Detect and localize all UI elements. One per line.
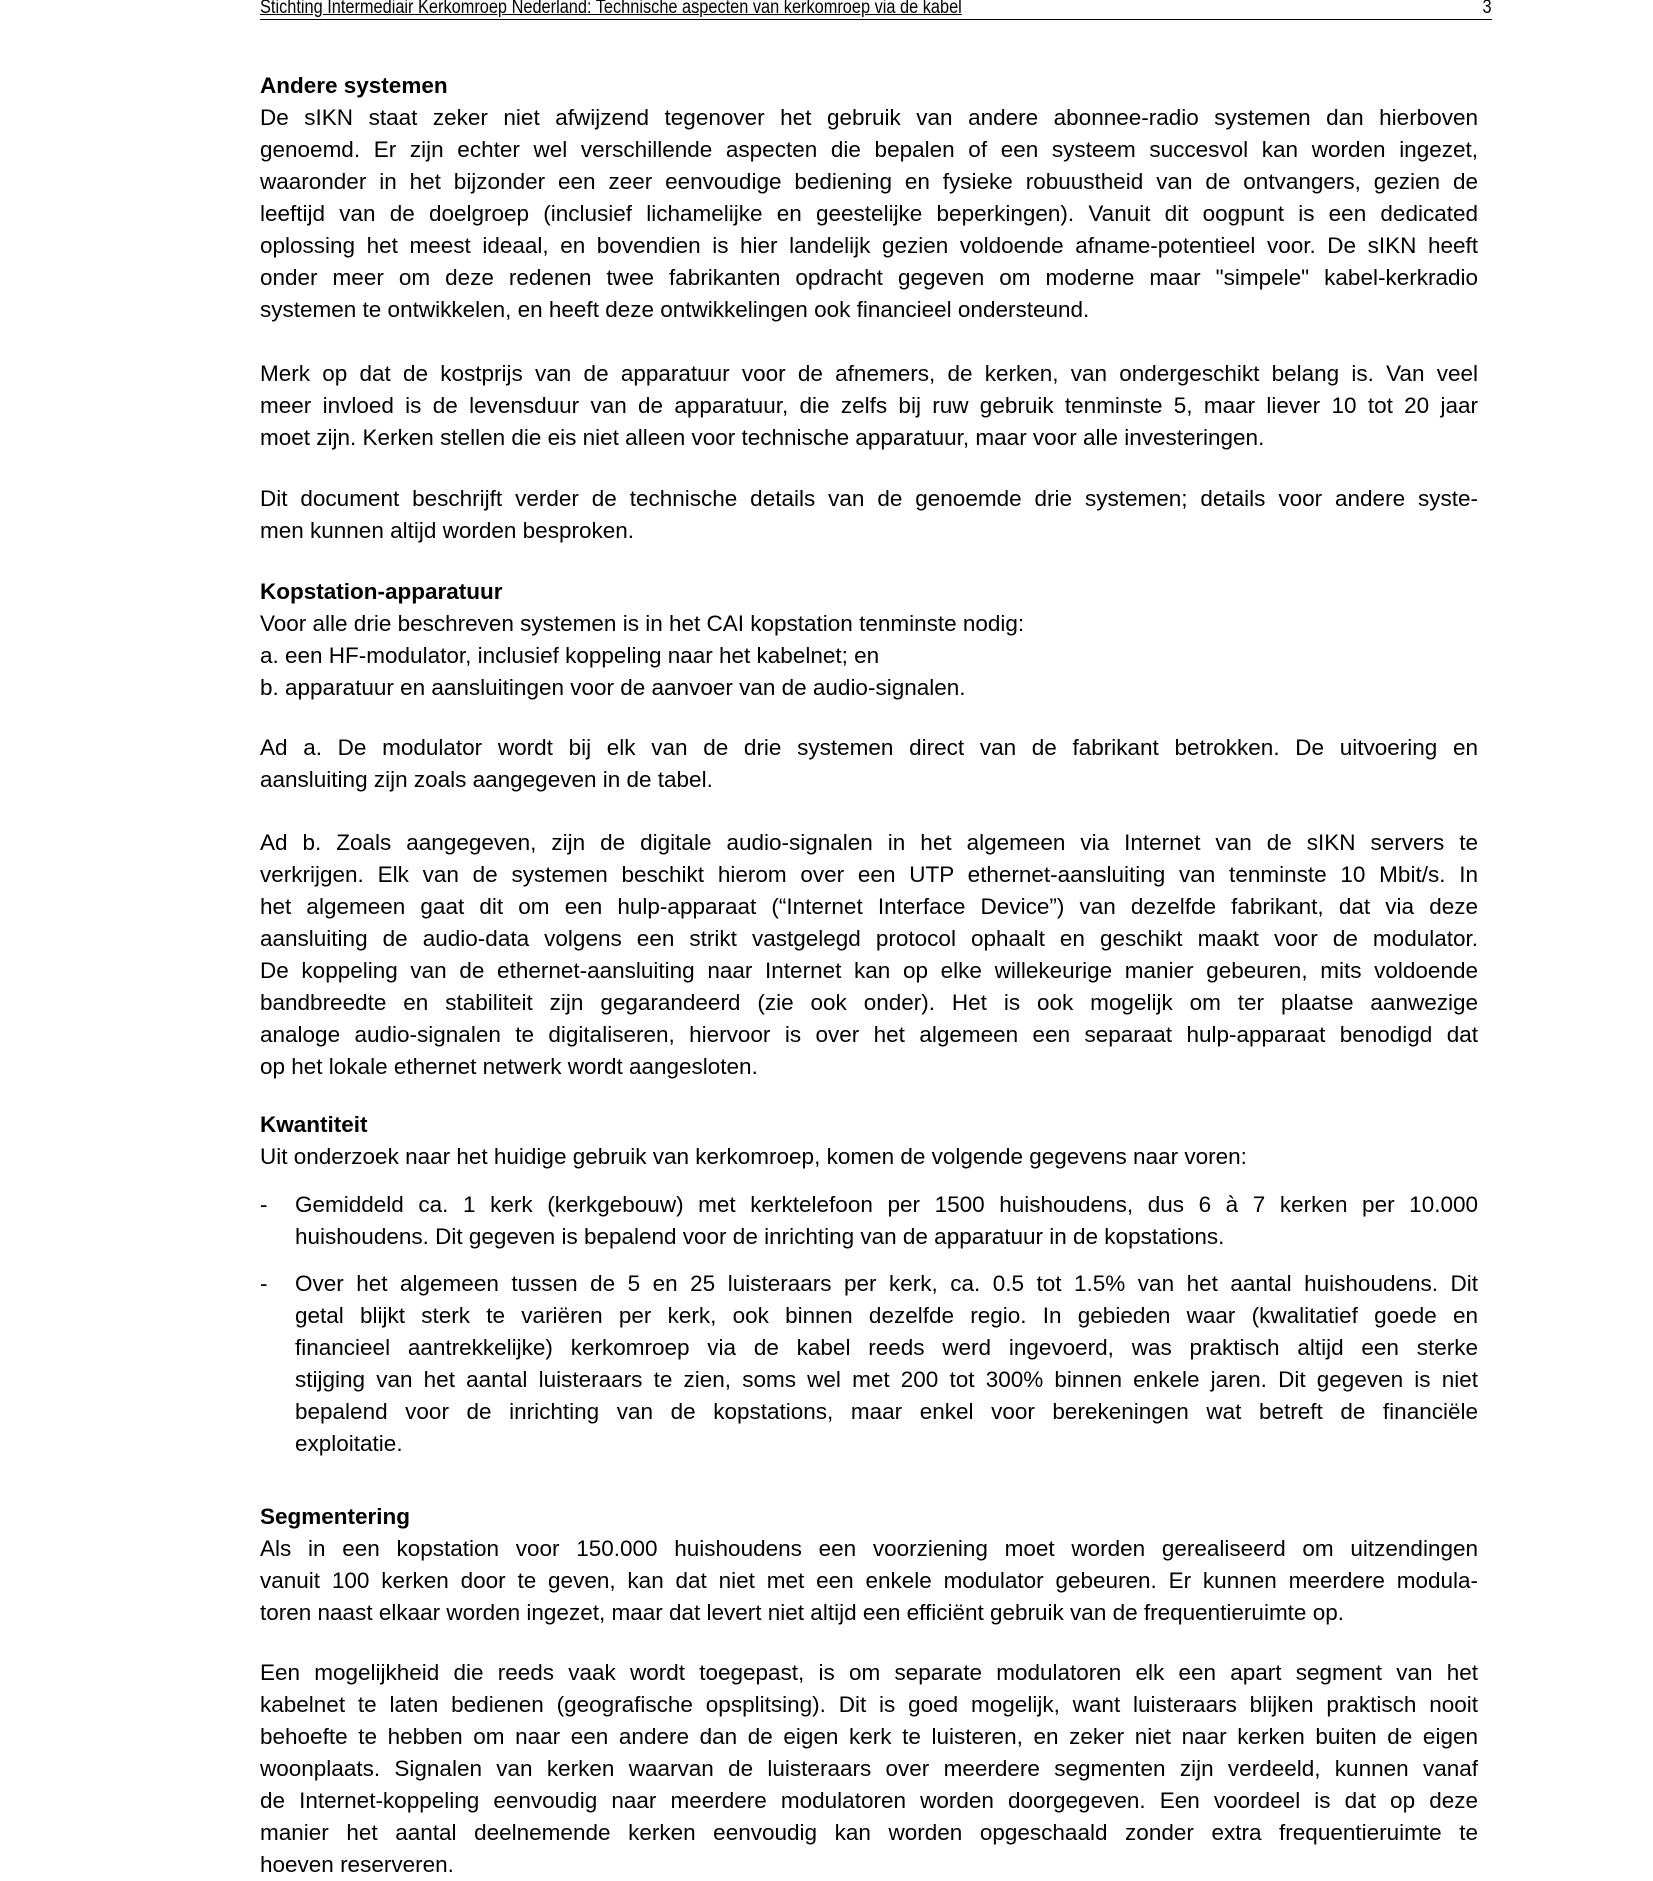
text-line: waaronder in het bijzonder een zeer eenvoudige bediening en fysieke robuustheid van de ontvangers, gezien de xyxy=(260,169,1478,194)
text-line: behoefte te hebben om naar een andere dan de eigen kerk te luisteren, en zeker niet naar kerken buiten de eigen xyxy=(260,1724,1478,1749)
text-line: bandbreedte en stabiliteit zijn gegarandeerd (zie ook onder). Het is ook mogelijk om ter plaatse aanwezige xyxy=(260,990,1478,1015)
text-line: verkrijgen. Elk van de systemen beschikt hierom over een UTP ethernet-aansluiting van tenminste 10 Mbit/s. In xyxy=(260,862,1478,887)
text-line: Dit document beschrijft verder de technische details van de genoemde drie systemen; details voor andere syste- xyxy=(260,486,1478,511)
text-line: hoeven reserveren. xyxy=(260,1852,454,1877)
text-line: aansluiting zijn zoals aangegeven in de tabel. xyxy=(260,767,713,792)
section-heading: Andere systemen xyxy=(260,73,448,98)
text-line: De koppeling van de ethernet-aansluiting naar Internet kan op elke willekeurige manier gebeuren, mits voldoende xyxy=(260,958,1478,983)
text-line: woonplaats. Signalen van kerken waarvan de luisteraars over meerdere segmenten zijn verdeeld, kunnen vanaf xyxy=(260,1756,1478,1781)
text-line: stijging van het aantal luisteraars te zien, soms wel met 200 tot 300% binnen enkele jaren. Dit gegeven is niet xyxy=(295,1367,1478,1392)
list-item-a: a. een HF-modulator, inclusief koppeling naar het kabelnet; en xyxy=(260,643,880,668)
bullet-dash: - xyxy=(260,1271,268,1296)
text-line: Gemiddeld ca. 1 kerk (kerkgebouw) met kerktelefoon per 1500 huishoudens, dus 6 à 7 kerken per 10.000 xyxy=(295,1192,1478,1217)
section-heading: Kopstation-apparatuur xyxy=(260,579,503,604)
text-line: onder meer om deze redenen twee fabrikanten opdracht gegeven om moderne maar "simpele" kabel-kerkradio xyxy=(260,265,1478,290)
section-kwantiteit xyxy=(260,1109,1478,1173)
bullet-dash: - xyxy=(260,1192,268,1217)
text-line: de Internet-koppeling eenvoudig naar meerdere modulatoren worden doorgegeven. Een voordeel is dat op deze xyxy=(260,1788,1478,1813)
text-line: leeftijd van de doelgroep (inclusief lichamelijke en geestelijke beperkingen). Vanuit dit oogpunt is een dedicated xyxy=(260,201,1478,226)
page-number: 3 xyxy=(1482,0,1492,18)
text-line: vanuit 100 kerken door te geven, kan dat niet met een enkele modulator gebeuren. Er kunnen meerdere modula- xyxy=(260,1568,1478,1593)
bullet-item xyxy=(260,1189,1478,1253)
paragraph xyxy=(260,358,1478,454)
text-line: op het lokale ethernet netwerk wordt aangesloten. xyxy=(260,1054,758,1079)
text-line: genoemd. Er zijn echter wel verschillende aspecten die bepalen of een systeem succesvol kan worden ingezet, xyxy=(260,137,1478,162)
text-line: Ad b. Zoals aangegeven, zijn de digitale audio-signalen in het algemeen via Internet van de sIKN servers te xyxy=(260,830,1478,855)
text-line: exploitatie. xyxy=(295,1431,403,1456)
text-line: aansluiting de audio-data volgens een strikt vastgelegd protocol ophaalt en geschikt maakt voor de modulator. xyxy=(260,926,1478,951)
text-line: Over het algemeen tussen de 5 en 25 luisteraars per kerk, ca. 0.5 tot 1.5% van het aantal huishoudens. Dit xyxy=(295,1271,1478,1296)
text-line: manier het aantal deelnemende kerken eenvoudig kan worden opgeschaald zonder extra frequentieruimte te xyxy=(260,1820,1478,1845)
header-title: Stichting Intermediair Kerkomroep Nederland: Technische aspecten van kerkomroep via de kabel xyxy=(260,0,962,18)
text-line: kabelnet te laten bedienen (geografische opsplitsing). Dit is goed mogelijk, want luisteraars blijken praktisch nooit xyxy=(260,1692,1478,1717)
text-line: Als in een kopstation voor 150.000 huishoudens een voorziening moet worden gerealiseerd om uitzendingen xyxy=(260,1536,1478,1561)
text-line: oplossing het meest ideaal, en bovendien is hier landelijk gezien voldoende afname-potentieel voor. De sIKN heeft xyxy=(260,233,1478,258)
section-andere-systemen xyxy=(260,70,1478,326)
text-line: het algemeen gaat dit om een hulp-apparaat (“Internet Interface Device”) van dezelfde fabrikant, dat via deze xyxy=(260,894,1478,919)
paragraph xyxy=(260,102,1478,326)
text-line: analoge audio-signalen te digitaliseren, hiervoor is over het algemeen een separaat hulp-apparaat benodigd dat xyxy=(260,1022,1478,1047)
list-item-b: b. apparatuur en aansluitingen voor de aanvoer van de audio-signalen. xyxy=(260,675,966,700)
text-line: men kunnen altijd worden besproken. xyxy=(260,518,634,543)
text-line: bepalend voor de inrichting van de kopstations, maar enkel voor berekeningen wat betreft de financiële xyxy=(295,1399,1478,1424)
text-line: Een mogelijkheid die reeds vaak wordt toegepast, is om separate modulatoren elk een apart segment van het xyxy=(260,1660,1478,1685)
text-line: De sIKN staat zeker niet afwijzend tegenover het gebruik van andere abonnee-radio systemen dan hierboven xyxy=(260,105,1478,130)
section-kopstation-apparatuur xyxy=(260,576,1478,704)
running-header xyxy=(260,0,1492,20)
bullet-item xyxy=(260,1268,1478,1460)
text-line: Voor alle drie beschreven systemen is in het CAI kopstation tenminste nodig: xyxy=(260,611,1025,636)
paragraph xyxy=(260,1657,1478,1881)
paragraph xyxy=(260,732,1478,796)
text-line: moet zijn. Kerken stellen die eis niet alleen voor technische apparatuur, maar voor alle investeringen. xyxy=(260,425,1265,450)
section-heading: Kwantiteit xyxy=(260,1112,368,1137)
text-line: Ad a. De modulator wordt bij elk van de drie systemen direct van de fabrikant betrokken. De uitvoering en xyxy=(260,735,1478,760)
text-line: Merk op dat de kostprijs van de apparatuur voor de afnemers, de kerken, van ondergeschikt belang is. Van veel xyxy=(260,361,1478,386)
paragraph xyxy=(260,483,1478,547)
text-line: toren naast elkaar worden ingezet, maar dat levert niet altijd een efficiënt gebruik van de frequentieruimte op. xyxy=(260,1600,1344,1625)
text-line: systemen te ontwikkelen, en heeft deze ontwikkelingen ook financieel ondersteund. xyxy=(260,297,1090,322)
text-line: Uit onderzoek naar het huidige gebruik van kerkomroep, komen de volgende gegevens naar voren: xyxy=(260,1144,1247,1169)
text-line: huishoudens. Dit gegeven is bepalend voor de inrichting van de apparatuur in de kopstations. xyxy=(295,1224,1225,1249)
paragraph xyxy=(260,827,1478,1083)
text-line: getal blijkt sterk te variëren per kerk, ook binnen dezelfde regio. In gebieden waar (kwalitatief goede en xyxy=(295,1303,1478,1328)
text-line: meer invloed is de levensduur van de apparatuur, die zelfs bij ruw gebruik tenminste 5, maar liever 10 tot 20 jaar xyxy=(260,393,1478,418)
section-segmentering xyxy=(260,1501,1478,1629)
section-heading: Segmentering xyxy=(260,1504,411,1529)
text-line: financieel aantrekkelijke) kerkomroep via de kabel reeds werd ingevoerd, was praktisch altijd een sterke xyxy=(295,1335,1478,1360)
